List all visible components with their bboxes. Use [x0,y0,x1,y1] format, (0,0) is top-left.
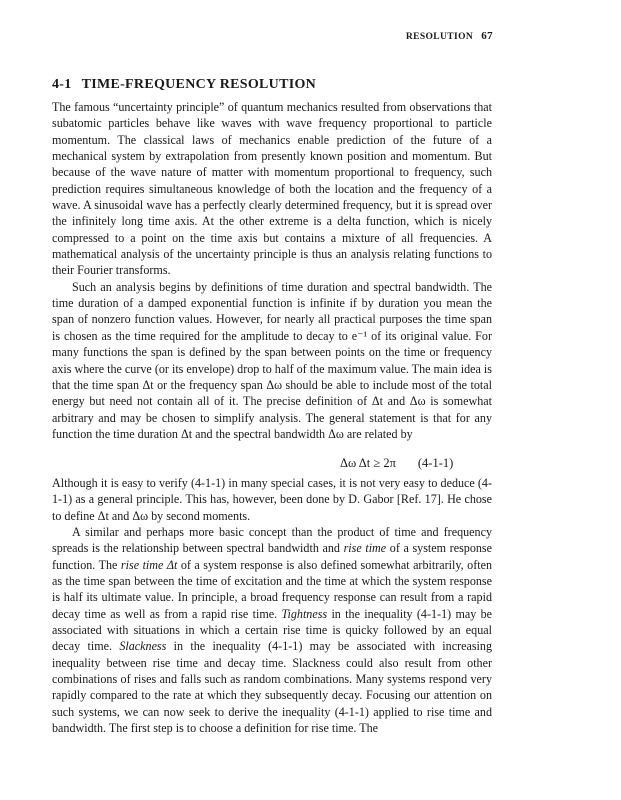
paragraph-time-duration: Such an analysis begins by definitions of time duration and spectral bandwidth. The time duration of a damped exponential function is infinite if by duration you mean the span of nonzero function values. However, for nearly all practical purposes the time span is chosen as the time required for the amplitude to decay to e⁻¹ of its original value. For many functions the span is defined by the span between points on the time or frequency axis where the curve (or its envelope) drop to half of the maximum value. The main idea is that the time span Δt or the frequency span Δω should be able to include most of the total energy but need not contain all of it. The precise definition of Δt and Δω is somewhat arbitrary and may be chosen to simplify analysis. The general statement is that for any function the time duration Δt and the spectral bandwidth Δω are related by [52,279,492,441]
paragraph-rise-time [52,524,492,736]
equation-expression: Δω Δt ≥ 2π [340,456,396,470]
section-number: 4-1 [52,77,72,92]
page-number: 67 [481,30,493,42]
section-title: TIME-FREQUENCY RESOLUTION [81,77,317,92]
rise-time-text-3: of a system response is also defined somewhat arbitrarily, often as the time span between the time of excitation and the time at which the system response is half its ultimate value. In principle, a broad frequency response can result from a rapid decay time as well as from a rapid rise time. [52,557,493,621]
rise-time-text-2: of a system response function. The [52,541,492,572]
rise-time-text-1: A similar and perhaps more basic concept than the product of time and frequency spreads is the relationship between spectral bandwidth and [52,525,492,556]
equation-4-1-1 [340,456,453,471]
term-tightness: Tightness [281,606,328,621]
text-block-bottom [52,475,492,737]
running-title: RESOLUTION [405,32,474,42]
paragraph-uncertainty-principle: The famous “uncertainty principle” of quantum mechanics resulted from observations that subatomic particles behave like waves with wave frequency proportional to particle momentum. The classical laws of mechanics enable prediction of the future of a mechanical system by extrapolation from presently known position and momentum. But because of the wave nature of matter with momentum proportional to frequency, such prediction requires simultaneous knowledge of both the location and the frequency of a wave. A sinusoidal wave has a perfectly clearly determined frequency, but it is spread over the infinitely long time axis. At the other extreme is a delta function, which is nicely compressed to a point on the time axis but contains a mixture of all frequencies. A mathematical analysis of the uncertainty principle is thus an analysis relating functions to their Fourier transforms. [52,100,492,278]
text-block-top [52,99,492,442]
term-slackness: Slackness [119,639,167,654]
rise-time-text-5: in the inequality (4-1-1) may be associated with increasing inequality between rise time and decay time. Slackness could also result from other combinations of rises and falls such as random combinations. Many systems respond very rapidly compared to the rate at which they subsequently decay. Focusing our attention on such systems, we can now seek to derive the inequality (4-1-1) applied to rise time and bandwidth. The first step is to choose a definition for rise time. The [52,639,493,736]
paragraph-gabor: Although it is easy to verify (4-1-1) in many special cases, it is not very easy to deduce (4-1-1) as a general principle. This has, however, been done by D. Gabor [Ref. 17]. He chose to define Δt and Δω by second moments. [52,476,492,523]
term-rise-time-dt: rise time Δt [120,557,178,572]
equation-label: (4-1-1) [417,456,454,470]
running-head [406,30,493,42]
rise-time-text-4: in the inequality (4-1-1) may be associated with situations in which a certain rise time is quicky followed by an equal decay time. [52,606,493,654]
section-heading [52,77,316,93]
term-rise-time: rise time [343,541,387,556]
